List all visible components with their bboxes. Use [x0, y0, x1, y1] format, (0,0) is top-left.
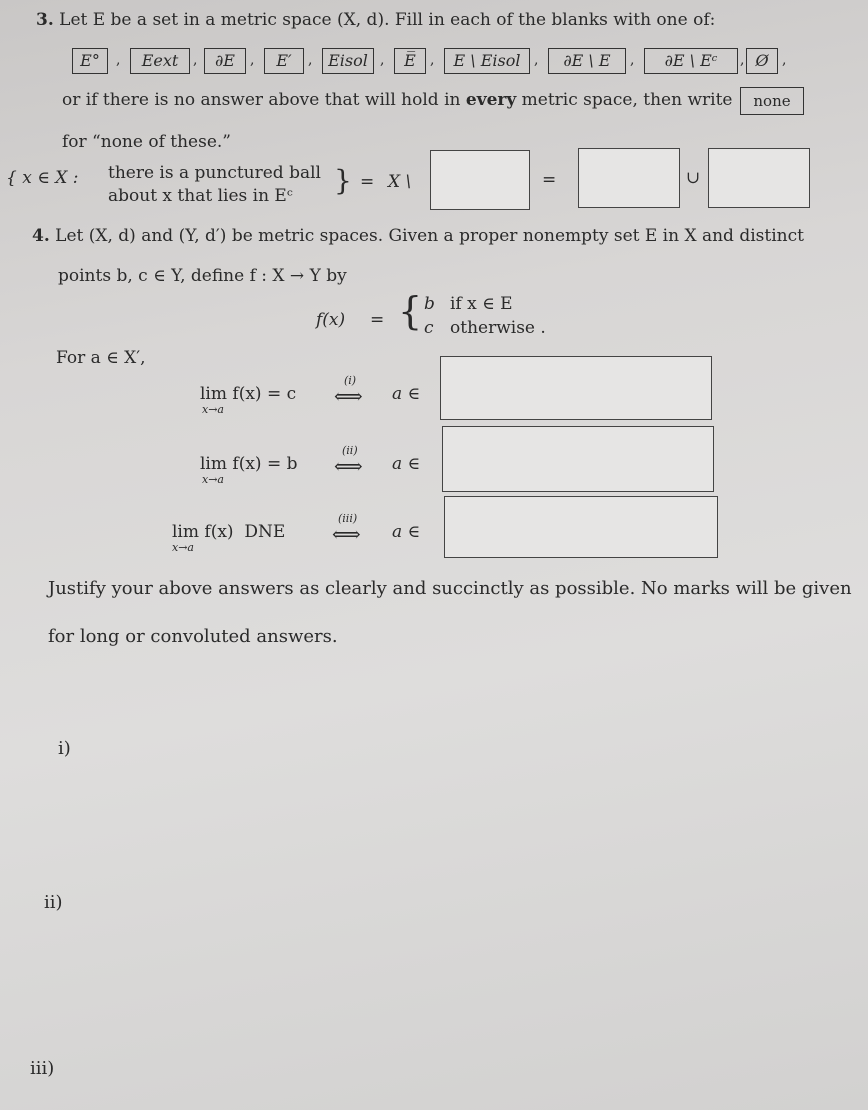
choice-exterior: Eext	[130, 48, 190, 74]
case1-condition: if x ∈ E	[450, 294, 513, 314]
set-left: { x ∈ X :	[6, 168, 79, 188]
answer-blank-1[interactable]	[430, 150, 530, 210]
choice-empty-set: Ø	[746, 48, 778, 74]
label-iii: (iii)	[338, 512, 358, 525]
iff-arrow-iii: ⟺	[332, 522, 361, 546]
choice-derived: E′	[264, 48, 304, 74]
answer-blank-iii[interactable]	[444, 496, 718, 558]
q3-intro-line	[36, 10, 715, 30]
lim-sub-ii: x→a	[202, 473, 224, 486]
lim-row-iii: lim f(x) DNE	[172, 522, 286, 542]
q4-line1: 4. Let (X, d) and (Y, d′) be metric spaces. Given a proper nonempty set E in X and distinct	[32, 226, 804, 246]
a-in-ii: a ∈	[392, 454, 421, 474]
justify-line2: for long or convoluted answers.	[48, 626, 338, 647]
lim-sub-iii: x→a	[172, 541, 194, 554]
choice-boundary: ∂E	[204, 48, 246, 74]
blank-equals: =	[542, 170, 557, 190]
q4-line2: points b, c ∈ Y, define f : X → Y by	[58, 266, 347, 286]
set-condition-line1: there is a punctured ball	[108, 163, 321, 183]
case1-value: b	[424, 294, 435, 314]
fx-equals: =	[370, 310, 385, 330]
every-emphasis: every	[465, 90, 517, 110]
for-a-label: For a ∈ X′,	[56, 348, 146, 368]
fx-label: f(x)	[316, 310, 346, 330]
q3-instruction-line2: for “none of these.”	[62, 132, 231, 152]
justify-line1: Justify your above answers as clearly and succinctly as possible. No marks will be given	[48, 578, 852, 599]
lim-row-i: lim f(x) = c	[200, 384, 297, 404]
lim-sub-i: x→a	[202, 403, 224, 416]
answer-blank-3[interactable]	[708, 148, 810, 208]
choice-interior: E°	[72, 48, 108, 74]
none-box: none	[740, 87, 804, 115]
label-i: (i)	[344, 374, 357, 387]
q3-number: 3.	[36, 10, 54, 30]
a-in-i: a ∈	[392, 384, 421, 404]
label-ii: (ii)	[342, 444, 358, 457]
q4-number: 4.	[32, 226, 50, 246]
choice-isolated: Eisol	[322, 48, 374, 74]
answer-blank-ii[interactable]	[442, 426, 714, 492]
set-right-brace: }	[334, 164, 352, 197]
choice-e-minus-isol: E \ Eisol	[444, 48, 530, 74]
piecewise-brace: {	[398, 289, 423, 333]
lim-row-ii: lim f(x) = b	[200, 454, 298, 474]
answer-blank-2[interactable]	[578, 148, 680, 208]
iff-arrow-ii: ⟺	[334, 454, 363, 478]
choice-boundary-minus-e: ∂E \ E	[548, 48, 626, 74]
part-ii-label: ii)	[44, 892, 63, 913]
case2-condition: otherwise .	[450, 318, 546, 338]
a-in-iii: a ∈	[392, 522, 421, 542]
set-condition-line2: about x that lies in Eᶜ	[108, 186, 293, 206]
q3-intro: Let E be a set in a metric space (X, d). Fill in each of the blanks with one of:	[59, 10, 716, 30]
part-i-label: i)	[58, 738, 71, 759]
union-symbol: ∪	[686, 168, 701, 188]
x-minus: X \	[388, 172, 412, 192]
case2-value: c	[424, 318, 434, 338]
part-iii-label: iii)	[30, 1058, 55, 1079]
choice-closure: E̅	[394, 48, 426, 74]
choice-boundary-minus-ec: ∂E \ Eᶜ	[644, 48, 738, 74]
answer-blank-i[interactable]	[440, 356, 712, 420]
q3-instruction: or if there is no answer above that will hold in every metric space, then write	[62, 90, 733, 110]
iff-arrow-i: ⟺	[334, 384, 363, 408]
set-equals: =	[360, 172, 375, 192]
